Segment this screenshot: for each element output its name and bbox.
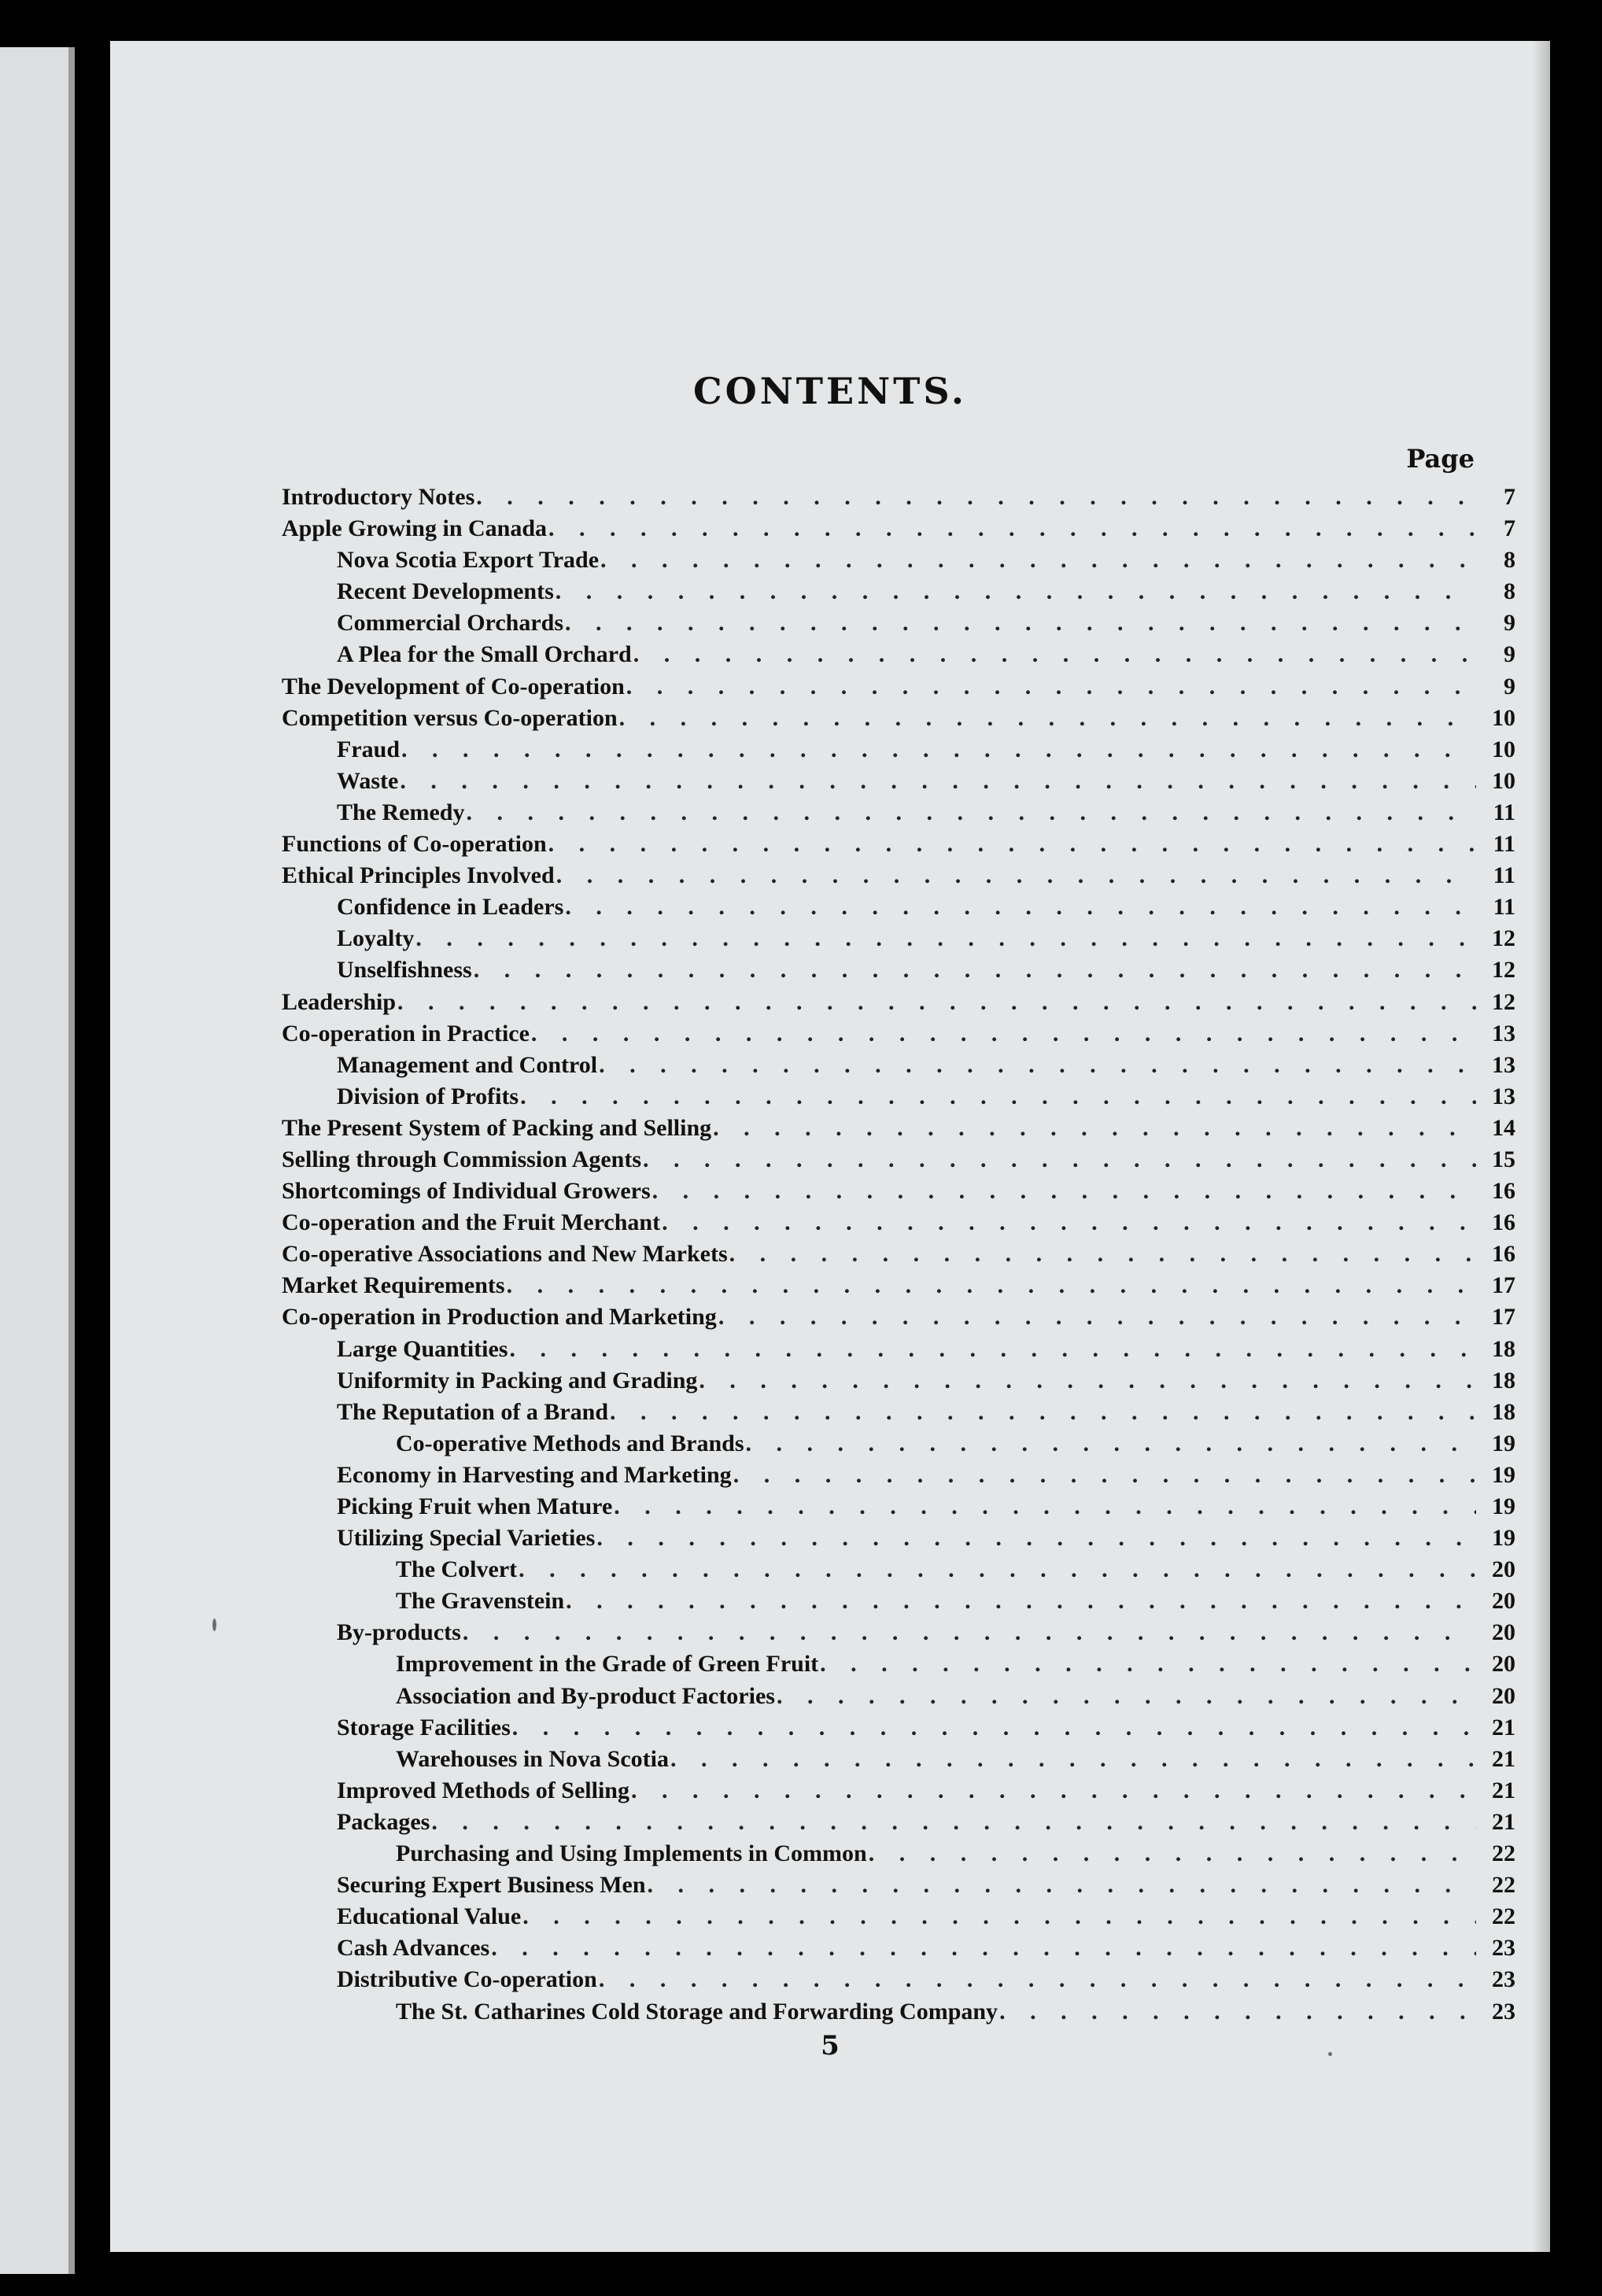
toc-entry-title: Leadership (282, 988, 397, 1015)
dot-leader (614, 1491, 1476, 1523)
toc-entry (282, 860, 1515, 891)
toc-entry (282, 1365, 1515, 1397)
toc-entry-page: 9 (1504, 673, 1515, 700)
dot-leader (566, 1585, 1476, 1617)
table-of-contents (282, 482, 1515, 2028)
toc-entry-page: 21 (1492, 1808, 1515, 1835)
toc-entry-title: Utilizing Special Varieties (337, 1525, 596, 1552)
toc-entry (282, 544, 1515, 576)
toc-entry (282, 1397, 1515, 1428)
toc-entry-title: Co-operative Associations and New Markets (282, 1241, 728, 1268)
toc-entry-page: 9 (1504, 641, 1515, 668)
dot-leader (648, 1870, 1476, 1901)
toc-entry (282, 1523, 1515, 1554)
toc-entry-page: 19 (1492, 1525, 1515, 1552)
dot-leader (431, 1807, 1476, 1838)
toc-entry (282, 797, 1515, 829)
toc-entry-page: 23 (1492, 1998, 1515, 2025)
toc-entry (282, 513, 1515, 544)
toc-entry-page: 16 (1492, 1209, 1515, 1236)
dot-leader (463, 1617, 1476, 1648)
dot-leader (520, 1081, 1476, 1113)
toc-entry (282, 1050, 1515, 1081)
toc-entry-page: 13 (1492, 1083, 1515, 1109)
toc-entry (282, 1081, 1515, 1113)
toc-entry-title: Association and By-product Factories (396, 1682, 775, 1709)
toc-entry-page: 20 (1492, 1651, 1515, 1678)
dot-leader (599, 1050, 1476, 1081)
toc-entry-page: 20 (1492, 1588, 1515, 1615)
dot-leader (466, 797, 1476, 829)
toc-entry-page: 10 (1492, 704, 1515, 731)
toc-entry (282, 1585, 1515, 1617)
toc-entry (282, 923, 1515, 954)
toc-entry-page: 23 (1492, 1935, 1515, 1962)
previous-page-edge (0, 47, 75, 2274)
toc-entry-page: 14 (1492, 1114, 1515, 1141)
toc-entry-page: 11 (1493, 799, 1515, 825)
toc-entry-page: 17 (1492, 1304, 1515, 1331)
toc-entry (282, 1807, 1515, 1838)
toc-entry-page: 22 (1492, 1903, 1515, 1930)
toc-entry-page: 22 (1492, 1840, 1515, 1867)
toc-entry (282, 1648, 1515, 1680)
dot-leader (548, 829, 1476, 860)
dot-leader (548, 513, 1476, 544)
toc-entry-title: Purchasing and Using Implements in Common (396, 1840, 867, 1867)
toc-entry-page: 7 (1504, 484, 1515, 510)
dot-leader (713, 1113, 1476, 1144)
toc-entry-title: Co-operation in Production and Marketing (282, 1304, 717, 1331)
toc-entry (282, 482, 1515, 513)
toc-entry (282, 1018, 1515, 1050)
toc-entry-title: The Reputation of a Brand (337, 1398, 609, 1425)
toc-entry-title: Recent Developments (337, 578, 554, 605)
toc-entry-title: Economy in Harvesting and Marketing (337, 1461, 732, 1488)
dot-leader (401, 734, 1476, 766)
toc-entry-title: Unselfishness (337, 957, 472, 984)
toc-entry (282, 829, 1515, 860)
toc-entry (282, 1460, 1515, 1491)
toc-entry (282, 1870, 1515, 1901)
dot-leader (619, 703, 1476, 734)
dot-leader (531, 1018, 1476, 1050)
toc-entry-title: Commercial Orchards (337, 610, 564, 637)
toc-entry-page: 8 (1504, 578, 1515, 605)
toc-entry (282, 576, 1515, 607)
toc-entry-title: The Present System of Packing and Selling (282, 1114, 712, 1141)
paper-speck (212, 1619, 216, 1631)
toc-entry (282, 1681, 1515, 1712)
toc-entry-page: 11 (1493, 894, 1515, 921)
toc-entry-title: Apple Growing in Canada (282, 515, 548, 542)
toc-entry-title: The Remedy (337, 799, 465, 825)
dot-leader (507, 1270, 1476, 1301)
toc-entry-page: 19 (1492, 1430, 1515, 1456)
toc-entry-title: The Colvert (396, 1556, 518, 1583)
toc-entry-page: 11 (1493, 862, 1515, 889)
toc-entry-title: By-products (337, 1619, 461, 1646)
toc-entry (282, 1932, 1515, 1964)
toc-entry (282, 1238, 1515, 1270)
toc-entry-page: 13 (1492, 1051, 1515, 1078)
toc-entry-page: 12 (1492, 988, 1515, 1015)
dot-leader (600, 544, 1476, 576)
toc-entry (282, 607, 1515, 639)
page-number: 5 (821, 2030, 840, 2062)
toc-entry (282, 1775, 1515, 1807)
toc-entry-page: 13 (1492, 1020, 1515, 1046)
dot-leader (599, 1964, 1476, 1995)
toc-entry-title: Educational Value (337, 1903, 522, 1930)
dot-leader (631, 1775, 1476, 1807)
toc-entry-title: Nova Scotia Export Trade (337, 547, 600, 574)
toc-entry-title: Confidence in Leaders (337, 894, 564, 921)
toc-entry (282, 734, 1515, 766)
toc-entry (282, 1617, 1515, 1648)
toc-entry (282, 1207, 1515, 1238)
toc-entry-title: Packages (337, 1808, 430, 1835)
dot-leader (491, 1932, 1476, 1964)
dot-leader (999, 1996, 1476, 2028)
dot-leader (610, 1397, 1476, 1428)
dot-leader (397, 987, 1476, 1018)
dot-leader (596, 1523, 1476, 1554)
toc-entry-title: Selling through Commission Agents (282, 1146, 642, 1172)
toc-entry-title: Co-operation in Practice (282, 1020, 530, 1046)
toc-entry-page: 17 (1492, 1272, 1515, 1299)
toc-entry (282, 954, 1515, 986)
toc-entry-title: Large Quantities (337, 1335, 508, 1362)
toc-entry (282, 1176, 1515, 1207)
dot-leader (522, 1901, 1476, 1932)
toc-entry-page: 10 (1492, 736, 1515, 762)
toc-entry-title: Improvement in the Grade of Green Fruit (396, 1651, 819, 1678)
toc-entry-title: Waste (337, 767, 399, 794)
toc-entry-title: Storage Facilities (337, 1714, 511, 1740)
toc-entry-page: 22 (1492, 1872, 1515, 1899)
toc-entry-page: 11 (1493, 831, 1515, 858)
toc-entry-title: Introductory Notes (282, 484, 475, 510)
binding-fold (68, 47, 75, 2274)
toc-entry (282, 1301, 1515, 1333)
dot-leader (556, 860, 1476, 891)
dot-leader (729, 1238, 1476, 1270)
toc-entry (282, 1554, 1515, 1585)
toc-entry-title: Fraud (337, 736, 400, 762)
dot-leader (670, 1744, 1476, 1775)
toc-entry-title: Ethical Principles Involved (282, 862, 555, 889)
document-page (110, 41, 1550, 2252)
toc-entry-page: 12 (1492, 925, 1515, 952)
toc-entry-page: 20 (1492, 1682, 1515, 1709)
toc-entry-title: A Plea for the Small Orchard (337, 641, 632, 668)
dot-leader (476, 482, 1476, 513)
toc-entry-page: 19 (1492, 1461, 1515, 1488)
toc-entry (282, 1113, 1515, 1144)
toc-entry-title: Cash Advances (337, 1935, 490, 1962)
dot-leader (662, 1207, 1476, 1238)
toc-entry (282, 639, 1515, 670)
dot-leader (510, 1334, 1477, 1365)
toc-entry-title: Functions of Co-operation (282, 831, 547, 858)
toc-entry-title: Uniformity in Packing and Grading (337, 1367, 698, 1393)
toc-entry-title: The Development of Co-operation (282, 673, 625, 700)
paper-speck (1328, 2052, 1332, 2056)
dot-leader (777, 1681, 1476, 1712)
toc-entry-title: Loyalty (337, 925, 415, 952)
toc-entry-title: Co-operation and the Fruit Merchant (282, 1209, 661, 1236)
dot-leader (652, 1176, 1476, 1207)
toc-entry-page: 21 (1492, 1777, 1515, 1803)
toc-entry (282, 1964, 1515, 1995)
toc-entry-title: Distributive Co-operation (337, 1966, 597, 1993)
dot-leader (869, 1838, 1476, 1870)
toc-entry-page: 18 (1492, 1398, 1515, 1425)
toc-entry-page: 10 (1492, 767, 1515, 794)
toc-entry-page: 21 (1492, 1714, 1515, 1740)
toc-entry-title: Improved Methods of Selling (337, 1777, 629, 1803)
toc-entry-page: 16 (1492, 1178, 1515, 1205)
toc-entry-page: 18 (1492, 1335, 1515, 1362)
dot-leader (474, 954, 1476, 986)
dot-leader (512, 1712, 1476, 1744)
dot-leader (519, 1554, 1476, 1585)
toc-entry (282, 703, 1515, 734)
dot-leader (556, 576, 1476, 607)
toc-entry (282, 671, 1515, 703)
dot-leader (746, 1428, 1476, 1460)
toc-entry (282, 1334, 1515, 1365)
toc-entry-title: Co-operative Methods and Brands (396, 1430, 744, 1456)
dot-leader (565, 607, 1476, 639)
toc-entry (282, 1144, 1515, 1176)
toc-entry-title: Picking Fruit when Mature (337, 1493, 613, 1519)
page-column-header: Page (1406, 444, 1475, 474)
toc-entry (282, 987, 1515, 1018)
toc-entry-title: Warehouses in Nova Scotia (396, 1745, 669, 1772)
dot-leader (565, 891, 1476, 923)
toc-entry-page: 12 (1492, 957, 1515, 984)
toc-entry-page: 20 (1492, 1556, 1515, 1583)
toc-entry-page: 19 (1492, 1493, 1515, 1519)
dot-leader (718, 1301, 1476, 1333)
toc-entry-page: 8 (1504, 547, 1515, 574)
toc-entry-page: 7 (1504, 515, 1515, 542)
toc-entry (282, 766, 1515, 797)
toc-entry-title: Division of Profits (337, 1083, 519, 1109)
toc-entry-title: The St. Catharines Cold Storage and Forwarding Company (396, 1998, 998, 2025)
toc-entry-page: 20 (1492, 1619, 1515, 1646)
toc-entry (282, 1901, 1515, 1932)
toc-entry-title: Management and Control (337, 1051, 598, 1078)
toc-entry (282, 1712, 1515, 1744)
toc-entry (282, 1491, 1515, 1523)
toc-entry-page: 15 (1492, 1146, 1515, 1172)
toc-entry-page: 16 (1492, 1241, 1515, 1268)
dot-leader (733, 1460, 1476, 1491)
toc-entry-title: Shortcomings of Individual Growers (282, 1178, 651, 1205)
toc-entry (282, 891, 1515, 923)
dot-leader (400, 766, 1476, 797)
dot-leader (415, 923, 1476, 954)
toc-entry (282, 1744, 1515, 1775)
dot-leader (820, 1648, 1476, 1680)
dot-leader (699, 1365, 1476, 1397)
toc-entry (282, 1428, 1515, 1460)
dot-leader (626, 671, 1476, 703)
toc-entry (282, 1270, 1515, 1301)
dot-leader (633, 639, 1476, 670)
toc-entry-page: 23 (1492, 1966, 1515, 1993)
dot-leader (643, 1144, 1476, 1176)
toc-entry-title: The Gravenstein (396, 1588, 565, 1615)
toc-entry-title: Securing Expert Business Men (337, 1872, 646, 1899)
toc-entry-title: Competition versus Co-operation (282, 704, 618, 731)
contents-title: CONTENTS. (693, 370, 967, 412)
toc-entry-page: 9 (1504, 610, 1515, 637)
toc-entry-title: Market Requirements (282, 1272, 505, 1299)
toc-entry-page: 18 (1492, 1367, 1515, 1393)
toc-entry-page: 21 (1492, 1745, 1515, 1772)
toc-entry (282, 1996, 1515, 2028)
toc-entry (282, 1838, 1515, 1870)
